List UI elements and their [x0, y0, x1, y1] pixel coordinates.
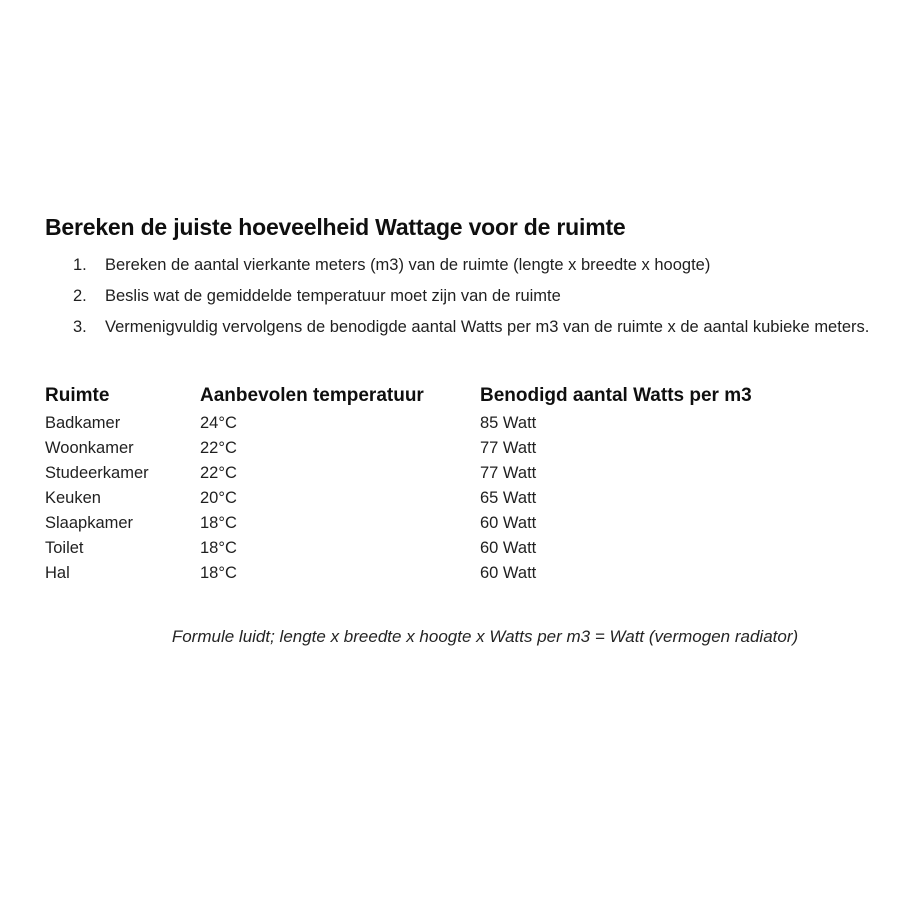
table-cell-room: Woonkamer — [45, 439, 134, 457]
steps-list — [73, 256, 869, 349]
step-number: 1. — [73, 256, 87, 274]
table-cell-room: Badkamer — [45, 414, 121, 432]
table-cell-watts: 85 Watt — [480, 414, 537, 432]
table-cell-watts: 77 Watt — [480, 464, 537, 482]
table-cell-temperature: 18°C — [200, 514, 237, 532]
step-item — [73, 318, 869, 337]
table-cell-temperature: 18°C — [200, 539, 237, 557]
table-cell-temperature: 18°C — [200, 564, 237, 582]
table-cell-temperature: 22°C — [200, 464, 237, 482]
step-text: Vermenigvuldig vervolgens de benodigde aantal Watts per m3 van de ruimte x de aantal kubieke meters. — [105, 318, 870, 336]
table-cell-room: Hal — [45, 564, 70, 582]
table-cell-temperature: 22°C — [200, 439, 237, 457]
table-cell-watts: 65 Watt — [480, 489, 537, 507]
table-cell-watts: 60 Watt — [480, 564, 537, 582]
formula-note: Formule luidt; lengte x breedte x hoogte x Watts per m3 = Watt (vermogen radiator) — [171, 627, 799, 646]
step-text: Beslis wat de gemiddelde temperatuur moet zijn van de ruimte — [105, 287, 561, 305]
step-text: Bereken de aantal vierkante meters (m3) van de ruimte (lengte x breedte x hoogte) — [105, 256, 711, 274]
table-cell-temperature: 20°C — [200, 489, 237, 507]
table-header-cell-watts: Benodigd aantal Watts per m3 — [480, 385, 752, 406]
table-header-cell-temperatuur: Aanbevolen temperatuur — [200, 385, 424, 406]
table-header-cell-ruimte: Ruimte — [45, 385, 110, 406]
step-item — [73, 256, 869, 275]
table-cell-room: Keuken — [45, 489, 101, 507]
step-item — [73, 287, 869, 306]
table-cell-room: Slaapkamer — [45, 514, 134, 532]
table-cell-room: Toilet — [45, 539, 84, 557]
step-number: 3. — [73, 318, 87, 336]
step-number: 2. — [73, 287, 87, 305]
table-cell-temperature: 24°C — [200, 414, 237, 432]
table-cell-room: Studeerkamer — [45, 464, 149, 482]
table-cell-watts: 77 Watt — [480, 439, 537, 457]
table-cell-watts: 60 Watt — [480, 539, 537, 557]
wattage-table — [45, 381, 810, 586]
page-title: Bereken de juiste hoeveelheid Wattage voor de ruimte — [45, 214, 626, 241]
table-cell-watts: 60 Watt — [480, 514, 537, 532]
